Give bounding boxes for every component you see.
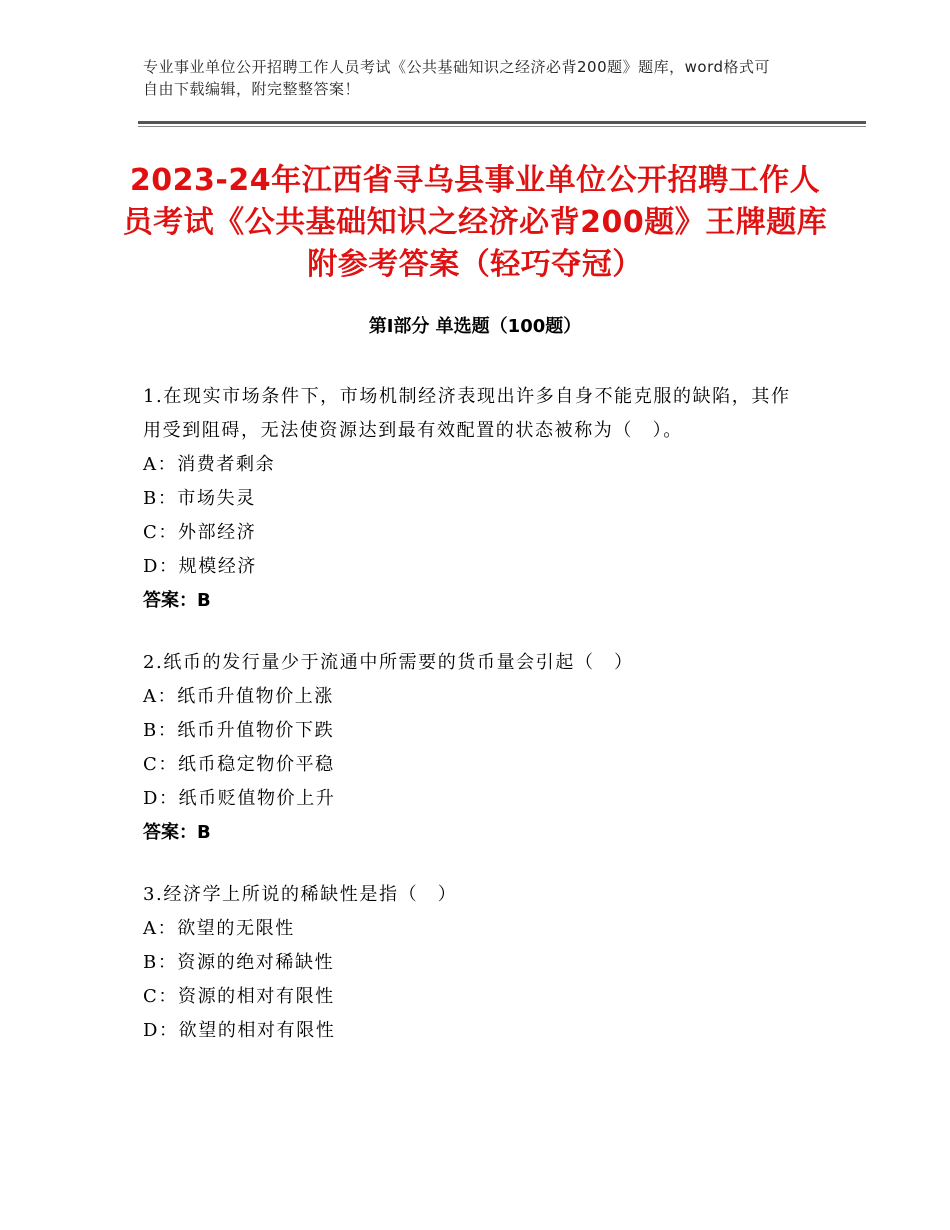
option-b: B：市场失灵: [143, 488, 256, 509]
option-a: A：纸币升值物价上涨: [143, 686, 334, 707]
section-heading: 第Ⅰ部分 单选题（100题）: [368, 316, 582, 337]
option-a: A：消费者剩余: [143, 454, 276, 475]
option-c: C：外部经济: [143, 522, 257, 543]
option-a: A：欲望的无限性: [143, 918, 295, 939]
option-b: B：纸币升值物价下跌: [143, 720, 335, 741]
question-1: [143, 380, 793, 618]
answer: 答案：B: [143, 590, 211, 611]
header-divider-thin: [138, 126, 866, 127]
question-2: [143, 646, 793, 850]
option-d: D：欲望的相对有限性: [143, 1020, 336, 1041]
question-stem: 2.纸币的发行量少于流通中所需要的货币量会引起（ ）: [143, 652, 634, 673]
question-3: [143, 878, 793, 1048]
question-list: [143, 380, 793, 1076]
document-header-note: 专业事业单位公开招聘工作人员考试《公共基础知识之经济必背200题》题库，word格式可自由下载编辑，附完整整答案！: [143, 58, 771, 98]
option-d: D：纸币贬值物价上升: [143, 788, 336, 809]
option-c: C：资源的相对有限性: [143, 986, 335, 1007]
question-stem: 3.经济学上所说的稀缺性是指（ ）: [143, 884, 458, 905]
question-stem: 1.在现实市场条件下，市场机制经济表现出许多自身不能克服的缺陷，其作用受到阻碍，无法使资源达到最有效配置的状态被称为（ ）。: [143, 386, 791, 441]
option-b: B：资源的绝对稀缺性: [143, 952, 335, 973]
document-title: 2023-24年江西省寻乌县事业单位公开招聘工作人员考试《公共基础知识之经济必背200题》王牌题库附参考答案（轻巧夺冠）: [122, 163, 828, 282]
answer: 答案：B: [143, 822, 211, 843]
option-c: C：纸币稳定物价平稳: [143, 754, 335, 775]
header-divider-thick: [138, 121, 866, 124]
option-d: D：规模经济: [143, 556, 258, 577]
